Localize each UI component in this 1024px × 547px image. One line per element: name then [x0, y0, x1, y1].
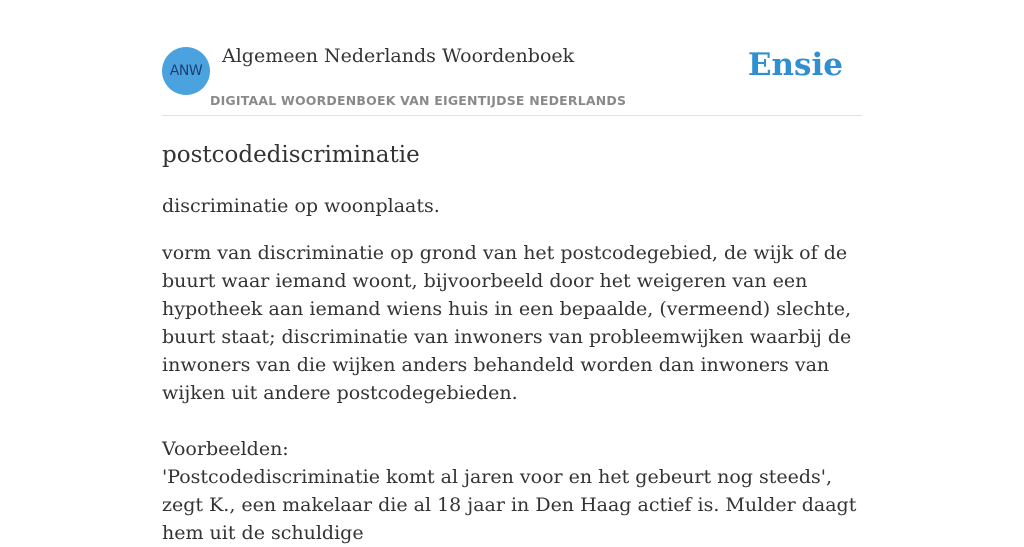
ensie-brand-logo[interactable]: Ensie: [747, 47, 843, 83]
entry-short-definition: discriminatie op woonplaats.: [162, 195, 440, 217]
page-container: [162, 0, 862, 547]
examples-label: Voorbeelden:: [162, 438, 289, 460]
entry-long-definition: vorm van discriminatie op grond van het postcodegebied, de wijk of de buurt waar iemand woont, bijvoorbeeld door het weigeren van een hypotheek aan iemand wiens huis in een bepaalde, (vermeend) slechte, buurt staat; discriminatie van inwoners van probleemwijken waarbij de inwoners van die wijken anders behandeld worden dan inwoners van wijken uit andere postcodegebieden.: [162, 242, 852, 404]
site-title[interactable]: Algemeen Nederlands Woordenboek: [222, 45, 575, 67]
site-subtitle: DIGITAAL WOORDENBOEK VAN EIGENTIJDSE NEDERLANDS: [210, 93, 627, 108]
site-header: [162, 0, 862, 116]
anw-logo[interactable]: ANW: [162, 47, 210, 95]
entry-headword: postcodediscriminatie: [162, 142, 420, 168]
example-text: 'Postcodediscriminatie komt al jaren voor en het gebeurt nog steeds', zegt K., een makelaar die al 18 jaar in Den Haag actief is. Mulder daagt hem uit de schuldige: [162, 466, 857, 544]
